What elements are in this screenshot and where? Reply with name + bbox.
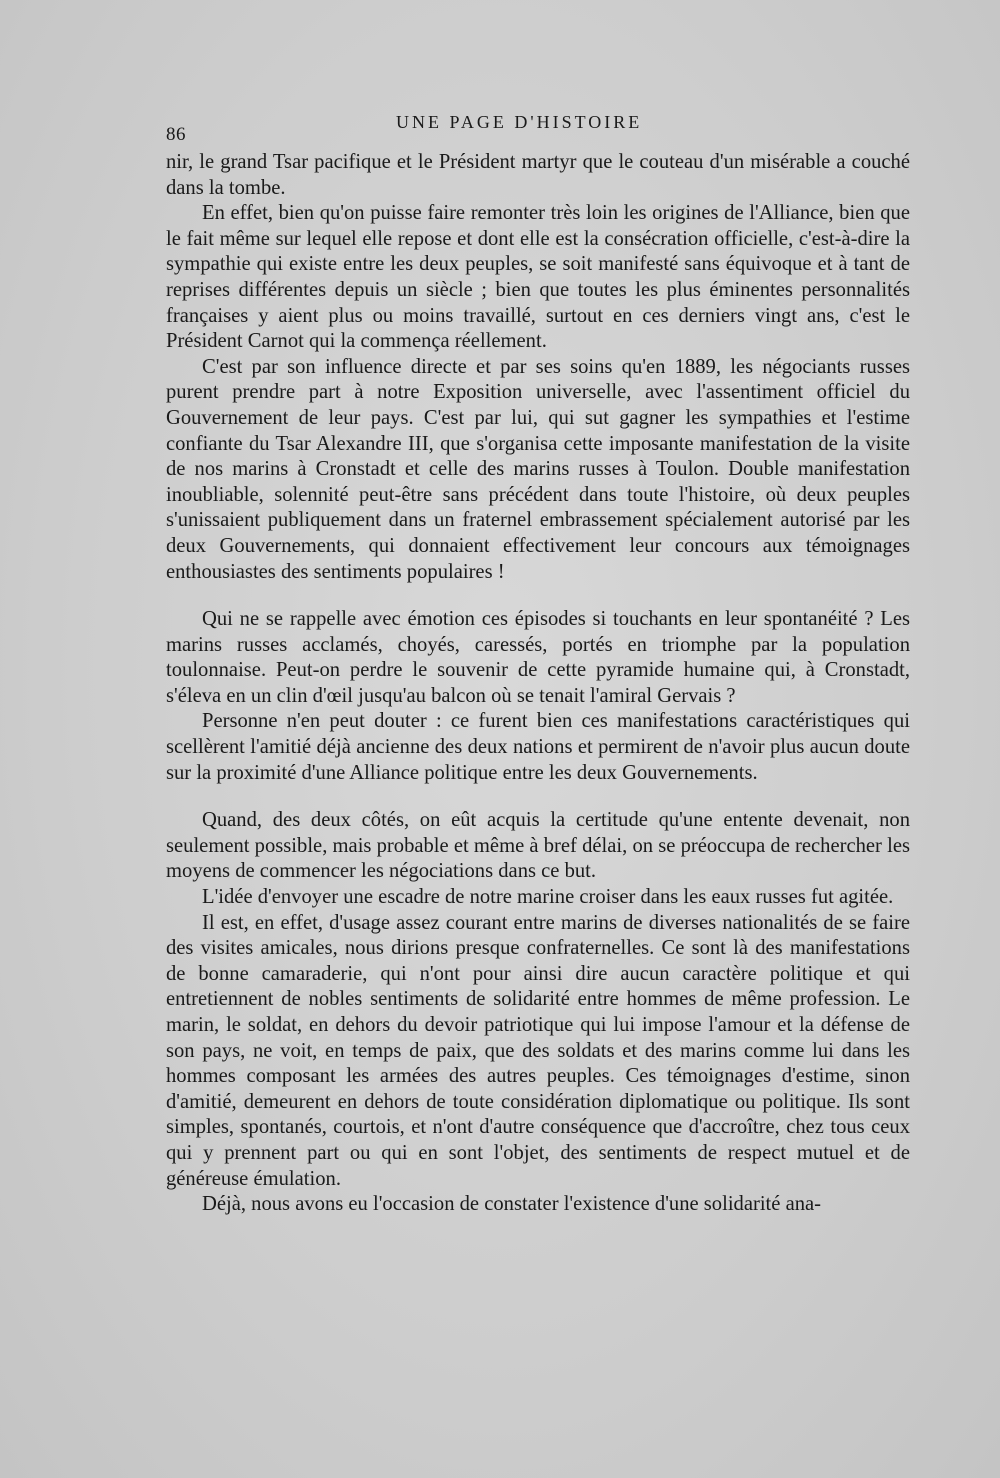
paragraph-continuation: nir, le grand Tsar pacifique et le Président martyr que le couteau d'un misérable a couché dans la tombe. [166, 151, 910, 199]
paragraph-russian-sailors: Qui ne se rappelle avec émotion ces épisodes si touchants en leur spontanéité ? Les marins russes acclamés, choyés, caressés, portés en triomphe par la population toulonnaise. Peut-on perdre le souvenir de cette pyramide humaine qui, à Cronstadt, s'éleva en un clin d'œil jusqu'au balcon où se tenait l'amiral Gervais ? [166, 608, 910, 707]
paragraph-escadre: L'idée d'envoyer une escadre de notre marine croiser dans les eaux russes fut agitée. [202, 886, 894, 909]
running-title: UNE PAGE D'HISTOIRE [396, 112, 643, 132]
paragraph-carnot-influence: C'est par son influence directe et par ses soins qu'en 1889, les négociants russes purent prendre part à notre Exposition universelle, avec l'assentiment officiel du Gouvernement de leur pays. C'est par lui, qui sut gagner les sympathies et l'estime confiante du Tsar Alexandre III, que s'organisa cette imposante manifestation de la visite de nos marins à Cronstadt et celle des marins russes à Toulon. Double manifestation inoubliable, solennité peut-être sans précédent dans toute l'histoire, où deux peuples s'unissaient publiquement dans un fraternel embrassement spécialement autorisé par les deux Gouvernements, qui donnaient effectivement leur concours aux témoignages enthousiastes des sentiments populaires ! [166, 355, 910, 583]
paragraph-solidarite: Déjà, nous avons eu l'occasion de constater l'existence d'une solidarité ana- [202, 1193, 821, 1216]
page-number: 86 [166, 124, 186, 145]
paragraph-visites-amicales: Il est, en effet, d'usage assez courant entre marins de diverses nationalités de se faire des visites amicales, nous dirions presque confraternelles. Ce sont là des manifestations de bonne camaraderie, qui n'ont pour ainsi dire aucun caractère politique et qui entretiennent de nobles sentiments de solidarité entre hommes de même profession. Le marin, le soldat, en dehors du devoir patriotique qui lui impose l'amour et la défense de son pays, ne voit, en temps de paix, que des soldats et des marins comme lui dans les hommes composant les armées des autres peuples. Ces témoignages d'estime, sinon d'amitié, demeurent en dehors de toute considération diplomatique ou politique. Ils sont simples, spontanés, courtois, et n'ont d'autre conséquence que d'accroître, chez tous ceux qui y prennent part ou qui en sont l'objet, des sentiments de respect mutuel et de généreuse émulation. [166, 911, 910, 1190]
body-text [166, 150, 910, 1218]
paragraph-manifestations: Personne n'en peut douter : ce furent bien ces manifestations caractéristiques qui scellèrent l'amitié déjà ancienne des deux nations et permirent de n'avoir plus aucun doute sur la proximité d'une Alliance politique entre les deux Gouvernements. [166, 710, 910, 784]
paragraph-entente: Quand, des deux côtés, on eût acquis la certitude qu'une entente devenait, non seulement possible, mais probable et même à bref délai, on se préoccupa de rechercher les moyens de commencer les négociations dans ce but. [166, 809, 910, 883]
page-header [166, 108, 726, 145]
paragraph-origins-alliance: En effet, bien qu'on puisse faire remonter très loin les origines de l'Alliance, bien que le fait même sur lequel elle repose et dont elle est la consécration officielle, c'est-à-dire la sympathie qui existe entre les deux peuples, se soit manifesté sans équivoque et à tant de reprises différentes depuis un siècle ; bien que toutes les plus éminentes personnalités françaises y aient plus ou moins travaillé, surtout en ces derniers vingt ans, c'est le Président Carnot qui la commença réellement. [166, 202, 910, 353]
